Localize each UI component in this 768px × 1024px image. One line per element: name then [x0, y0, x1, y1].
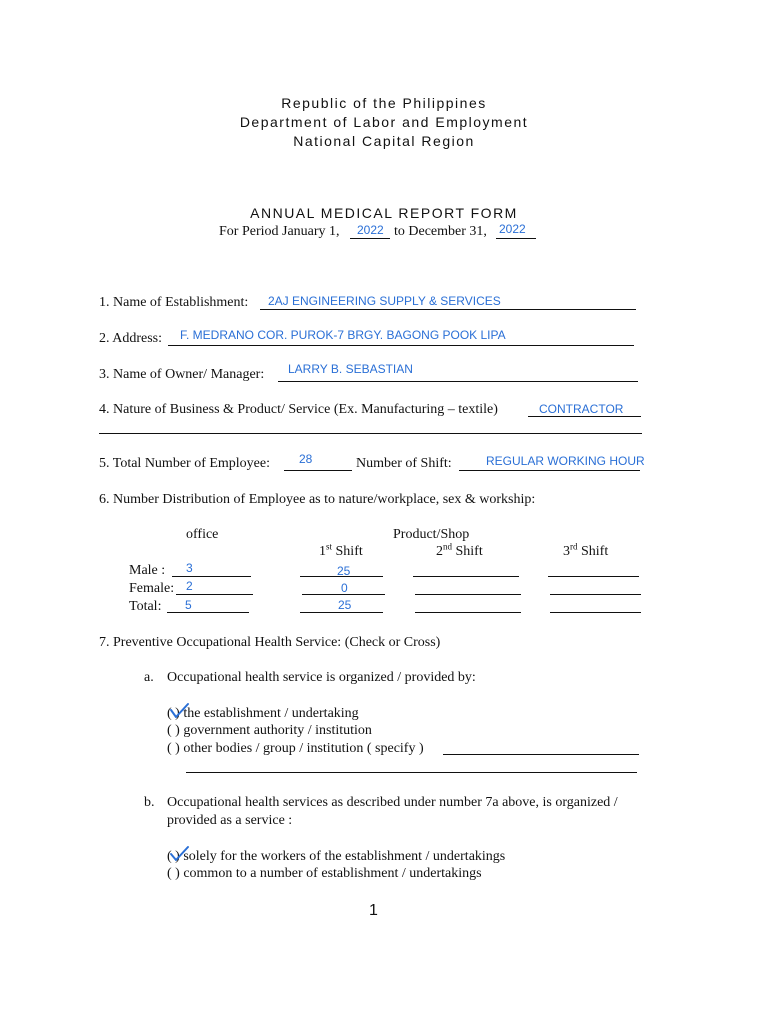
row-male-office-line: [172, 576, 251, 577]
item1-label: 1. Name of Establishment:: [99, 295, 249, 310]
shift2-header: 2nd Shift: [436, 541, 483, 559]
item4-line: [528, 416, 641, 417]
period-mid: to December 31,: [394, 224, 487, 239]
item6-label: 6. Number Distribution of Employee as to nature/workplace, sex & workship:: [99, 492, 536, 507]
row-total-shift1-value[interactable]: 25: [338, 598, 352, 612]
header-republic: Republic of the Philippines: [281, 95, 487, 111]
shift1-header: 1st Shift: [319, 541, 363, 559]
row-male-shift3-line: [548, 576, 639, 577]
item5-shift-line: [459, 470, 640, 471]
office-header: office: [186, 527, 219, 542]
period-start-year[interactable]: 2022: [357, 223, 384, 237]
period-start-line: [350, 238, 390, 239]
item3-owner-value[interactable]: LARRY B. SEBASTIAN: [288, 362, 413, 376]
row-total-label: Total:: [129, 599, 162, 614]
item1-line: [260, 309, 636, 310]
row-female-shift2-line: [415, 594, 521, 595]
period-prefix: For Period January 1,: [219, 224, 340, 239]
section7b-question-line2: provided as a service :: [167, 813, 293, 828]
row-male-shift1-value[interactable]: 25: [337, 564, 351, 578]
header-department: Department of Labor and Employment: [239, 114, 529, 130]
row-female-shift3-line: [550, 594, 641, 595]
section7b-question-line1: Occupational health services as described under number 7a above, is organized /: [167, 795, 618, 810]
row-female-shift1-value[interactable]: 0: [341, 581, 348, 595]
option-7a-establishment[interactable]: ( ) the establishment / undertaking: [167, 706, 359, 721]
section7a-marker: a.: [144, 670, 154, 685]
option-7a-specify-line: [443, 754, 639, 755]
form-title: ANNUAL MEDICAL REPORT FORM: [250, 205, 518, 221]
row-total-shift3-line: [550, 612, 641, 613]
period-end-year[interactable]: 2022: [499, 222, 526, 236]
header-region: National Capital Region: [293, 133, 475, 149]
item3-label: 3. Name of Owner/ Manager:: [99, 367, 265, 382]
checkmark-icon: [168, 701, 190, 721]
item5-label: 5. Total Number of Employee:: [99, 456, 271, 471]
item5-shift-value[interactable]: REGULAR WORKING HOUR: [486, 454, 645, 468]
checkmark-icon: [168, 843, 190, 863]
item5-line: [284, 470, 352, 471]
option-7a-government[interactable]: ( ) government authority / institution: [167, 723, 372, 738]
item4-label: 4. Nature of Business & Product/ Service (Ex. Manufacturing – textile): [99, 402, 498, 417]
row-female-label: Female:: [129, 581, 175, 596]
shift3-header: 3rd Shift: [563, 541, 609, 559]
row-male-label: Male :: [129, 563, 166, 578]
item3-line: [278, 381, 638, 382]
item2-address-value[interactable]: F. MEDRANO COR. PUROK-7 BRGY. BAGONG POOK LIPA: [180, 328, 506, 342]
item2-label: 2. Address:: [99, 331, 162, 346]
shop-header: Product/Shop: [393, 527, 470, 542]
item5-employee-count[interactable]: 28: [299, 452, 313, 466]
row-male-shift2-line: [413, 576, 519, 577]
row-total-office-value[interactable]: 5: [185, 598, 192, 612]
item1-establishment-value[interactable]: 2AJ ENGINEERING SUPPLY & SERVICES: [268, 294, 501, 308]
row-total-shift2-line: [415, 612, 521, 613]
row-total-office-line: [167, 612, 249, 613]
item4-extra-line: [99, 433, 642, 434]
section7-title: 7. Preventive Occupational Health Service: (Check or Cross): [99, 635, 441, 650]
item5-shift-label: Number of Shift:: [356, 456, 452, 471]
row-male-office-value[interactable]: 3: [186, 561, 193, 575]
row-female-office-line: [176, 594, 253, 595]
period-end-line: [496, 238, 536, 239]
row-total-shift1-line: [300, 612, 383, 613]
option-7b-common[interactable]: ( ) common to a number of establishment / undertakings: [167, 866, 482, 881]
item2-line: [168, 345, 634, 346]
option-7a-other[interactable]: ( ) other bodies / group / institution ( specify ): [167, 741, 424, 756]
item4-business-value[interactable]: CONTRACTOR: [539, 402, 624, 416]
section7a-question: Occupational health service is organized / provided by:: [167, 670, 476, 685]
section7b-marker: b.: [144, 795, 155, 810]
option-7a-specify-line-2: [186, 772, 637, 773]
row-female-office-value[interactable]: 2: [186, 579, 193, 593]
option-7b-solely[interactable]: ( ) solely for the workers of the establishment / undertakings: [167, 849, 506, 864]
page-number: 1: [369, 902, 378, 919]
